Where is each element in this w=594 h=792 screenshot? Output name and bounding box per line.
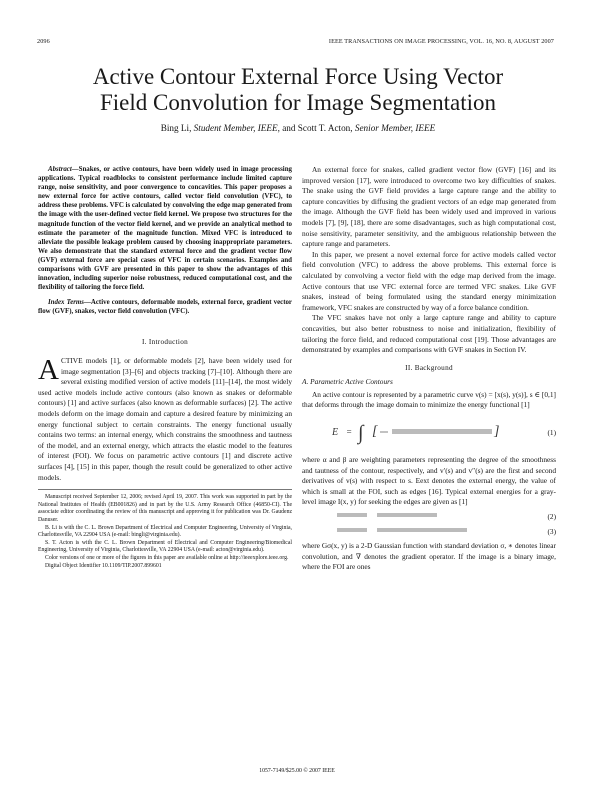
drop-cap: A [38, 354, 59, 387]
author-2: Scott T. Acton, [297, 123, 353, 133]
author-1-role: Student Member, IEEE, [193, 123, 280, 133]
author-conjunction: and [282, 123, 296, 133]
footnote-color: Color versions of one or more of the figures in this paper are available online at http://ieeexplore.ieee.org. [45, 554, 289, 561]
paragraph-parametric: An active contour is represented by a parametric curve v(s) = [x(s), y(s)], s ∈ [0,1] that deforms through the image domain to minimize the energy functional [1] [302, 389, 556, 410]
section-heading-introduction: I. Introduction [141, 337, 189, 346]
paragraph-gvf: An external force for snakes, called gradient vector flow (GVF) [16] and its improved version [17], were introduced to overcome two key difficulties of snakes. The snake using the GVF field provides a large capture range and the ability to capture concavities by diffusing the gradient vectors of an edge map generated from the image. Although the GVF field has been widely used and improved in various models [7], [9], [18], there are some disadvantages, such as high computational cost, noise sensitivity, parameter sensitivity, and the ambiguous relationship between the capture range and parameters. [302, 165, 556, 249]
paper-title [40, 64, 556, 116]
equation-2 [302, 511, 556, 523]
section-heading-background: II. Background [405, 363, 453, 372]
page-number: 2096 [37, 38, 50, 45]
author-1: Bing Li, [160, 123, 192, 133]
equation-3 [302, 526, 556, 538]
abstract-label: Abstract— [48, 166, 79, 173]
equation-1 [302, 418, 556, 448]
equation-2-number: (2) [547, 511, 556, 521]
subsection-heading: A. Parametric Active Contours [302, 377, 393, 387]
paragraph-gaussian: where Gσ(x, y) is a 2-D Gaussian function with standard deviation σ, ∗ denotes linear convolution, and ∇ denotes the gradient operator. If the image is a binary image, where the FOI are ones [302, 541, 556, 572]
equation-3-number: (3) [547, 526, 556, 536]
footnotes [38, 494, 292, 570]
equation-2-graphic [332, 510, 482, 520]
footnote-doi: Digital Object Identifier 10.1109/TIP.2007.899601 [45, 562, 162, 569]
footnote-author-2: S. T. Acton is with the C. L. Brown Department of Electrical and Computer Engineering/Biomedical Engineering, University of Virginia, Charlottesville, VA 22904 USA (e-mail: acton@virginia.edu). [38, 539, 292, 554]
svg-text:]: ] [494, 424, 500, 440]
intro-paragraph [38, 356, 292, 483]
paragraph-where: where α and β are weighting parameters representing the degree of the smoothness and tautness of the contour, respectively, and v′(s) and v″(s) are the first and second derivatives of v(s) with respect to s. Eext denotes the external energy, the value of which is small at the FOI, such as edges [16]. Typical external energies for a gray-level image I(x, y) for seeking the edges are given as [1] [302, 455, 556, 507]
abstract [38, 165, 292, 292]
footnote-rule [38, 489, 292, 490]
svg-text:[: [ [372, 424, 378, 440]
paragraph-vfc: In this paper, we present a novel external force for active models called vector field convolution (VFC) to address the above problems. This external force is calculated by convolving a vector field with the edge map derived from the image. Active contours that use VFC external force are termed VFC snakes. Like GVF snakes, instead of being formulated using the standard energy minimization framework, VFC snakes are constructed by way of a force balance condition. [302, 249, 556, 312]
footnote-manuscript: Manuscript received September 12, 2006; revised April 19, 2007. This work was supported in part by the National Institutes of Health (EB001826) and in part by the U.S. Army Research Office (46850-CI). The associate editor coordinating the review of this manuscript and approving it for publication was Dr. Gaudenz Danuser. [38, 494, 292, 523]
equation-1-body [302, 417, 547, 449]
index-terms-text: Active contours, deformable models, external force, gradient vector flow (GVF), snakes, vector field convolution (VFC). [38, 299, 292, 316]
equation-3-body [302, 525, 547, 539]
paragraph-advantages: The VFC snakes have not only a large capture range and ability to capture concavities, but also better robustness to noise and initialization, flexibility of tailoring the force field, and reduced computational cost [19]. Those advantages are demonstrated by examples and comparisons with GVF snakes in Section IV. [302, 313, 556, 355]
intro-text: CTIVE models [1], or deformable models [2], have been widely used for image segmentation [3]–[6] and objects tracking [7]–[10]. Although there are several existing modified version of active models [11]–[14], the most widely used active models include active contours (also known as snakes or deformable contours) [1] and active surfaces (also known as deformable surfaces) [2]. The active models deform on the image domain and capture a desired feature by minimizing an energy functional subject to certain constraints. The energy functional usually contains two terms: an internal energy, which constrains the smoothness and tautness of the model, and an external energy, which attracts the elastic model to the features of interest (FOI). We focus on parametric active contours [1] and discrete active surfaces [4], [15] in this paper, though the result could be generalized to other active models. [38, 356, 292, 482]
index-terms-label: Index Terms— [48, 299, 91, 307]
svg-text:∫: ∫ [358, 422, 364, 445]
left-column [38, 165, 292, 570]
author-line [40, 123, 556, 133]
svg-text:=: = [346, 427, 353, 438]
title-line-1: Active Contour External Force Using Vector [92, 64, 504, 89]
author-2-role: Senior Member, IEEE [354, 123, 436, 133]
footnote-author-1: B. Li is with the C. L. Brown Department of Electrical and Computer Engineering, University of Virginia, Charlottesville, VA 22904 USA (e-mail: bingli@virginia.edu). [38, 524, 292, 539]
equation-1-number: (1) [547, 427, 556, 437]
journal-header: IEEE TRANSACTIONS ON IMAGE PROCESSING, VOL. 16, NO. 8, AUGUST 2007 [328, 38, 554, 45]
right-column [302, 165, 556, 573]
copyright-footer: 1057-7149/$25.00 © 2007 IEEE [259, 768, 335, 774]
equation-2-body [302, 510, 547, 524]
equation-3-graphic [332, 525, 482, 535]
abstract-text: Snakes, or active contours, have been widely used in image processing applications. Typical roadblocks to consistent performance include limited capture range, noise sensitivity, and poor convergence to concavities. This paper proposes a new external force for active contours, called vector field convolution (VFC), to address these problems. VFC is calculated by convolving the edge map generated from the image with the user-defined vector field kernel. We propose two structures for the magnitude function of the vector field kernel, and we provide an analytical method to estimate the parameter of the magnitude function. Mixed VFC is introduced to alleviate the possible leakage problem caused by choosing inappropriate parameters. We also demonstrate that the standard external force and the gradient vector flow (GVF) external force are special cases of VFC in certain scenarios. Examples and comparisons with GVF are presented in this paper to show the advantages of this innovation, including superior noise robustness, reduced computational cost, and the flexibility of tailoring the force field. [38, 166, 292, 292]
title-line-2: Field Convolution for Image Segmentation [99, 90, 497, 115]
svg-text:E: E [332, 427, 339, 439]
equation-1-graphic [332, 417, 507, 445]
index-terms [38, 298, 292, 316]
